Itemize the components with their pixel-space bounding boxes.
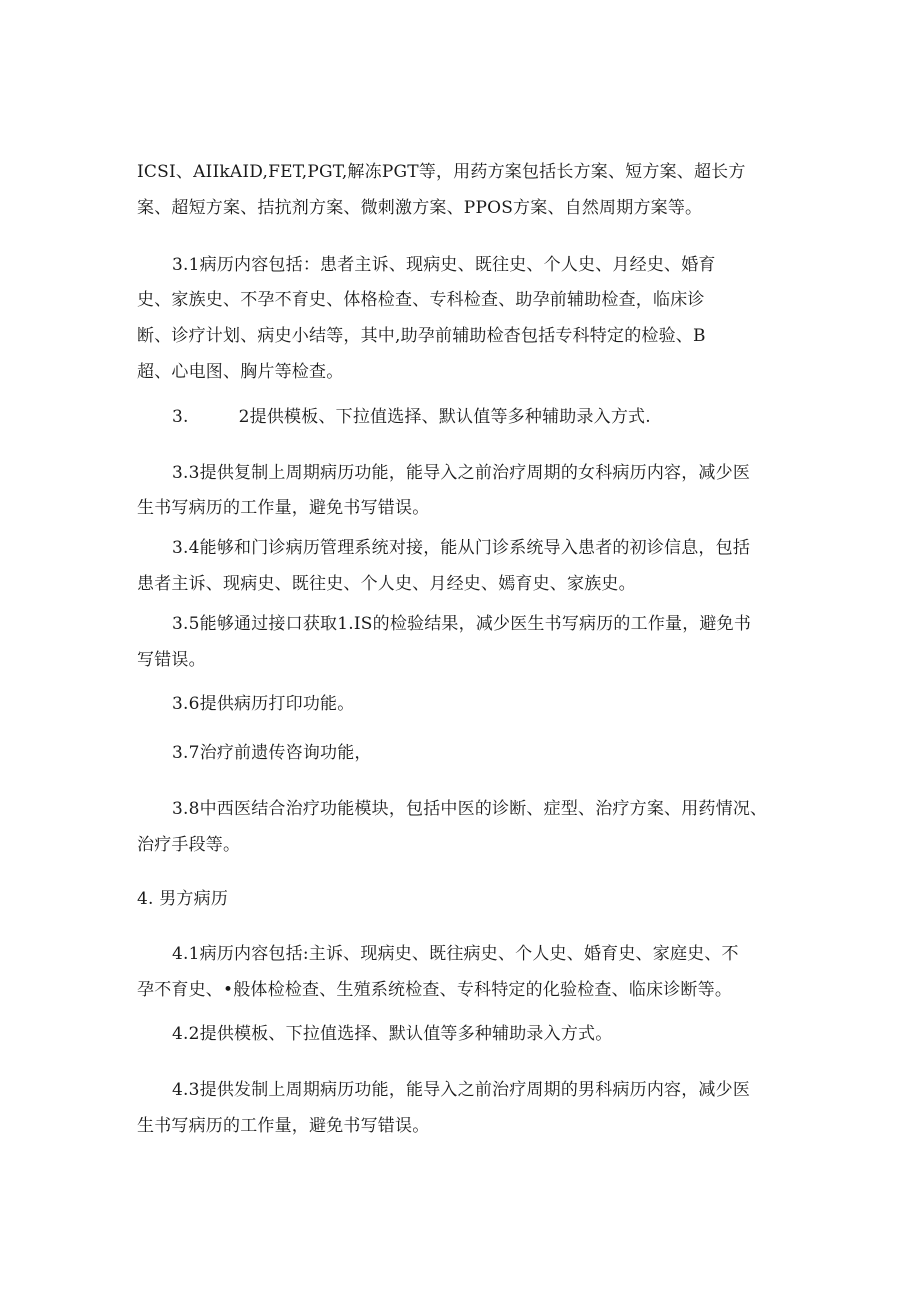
paragraph-line: 史、家族史、不孕不育史、体格检查、专科检查、助孕前辅助检查，临床诊 (137, 290, 705, 310)
paragraph-line: 3.4能够和门诊病历管理系统对接，能从门诊系统导入患者的初诊信息，包括 (172, 538, 751, 558)
paragraph-line: 写错误。 (137, 650, 206, 670)
paragraph-line: 断、诊疗计划、病史小结等，其中,助孕前辅助检杳包括专科特定的检验、B (137, 326, 706, 346)
paragraph-line: 3.5能够通过接口获取1.IS的检验结果，减少医生书写病历的工作量，避免书 (172, 614, 752, 634)
section-text: 2提供模板、下拉值选择、默认值等多种辅助录入方式. (238, 407, 651, 427)
paragraph-line: 生书写病历的工作量，避免书写错误。 (137, 498, 430, 518)
paragraph-line: 孕不育史、•般体检检查、生殖系统检查、专科特定的化验检查、临床诊断等。 (137, 980, 733, 1000)
paragraph-line: 案、超短方案、拮抗剂方案、微刺激方案、PPOS方案、自然周期方案等。 (137, 198, 703, 218)
paragraph-line (172, 406, 651, 428)
section-heading: 4. 男方病历 (137, 889, 229, 909)
paragraph-line: 3.3提供复制上周期病历功能，能导入之前治疗周期的女科病历内容，减少医 (172, 463, 751, 483)
paragraph-line: 3.1病历内容包括：患者主诉、现病史、既往史、个人史、月经史、婚育 (172, 255, 716, 275)
paragraph-line: 生书写病历的工作量，避免书写错误。 (137, 1116, 430, 1136)
paragraph-line: 3.6提供病历打印功能。 (172, 694, 355, 714)
paragraph-line: 超、心电图、胸片等检查。 (137, 362, 344, 382)
paragraph-line: ICSI、AIIkAID,FET,PGT,解冻PGT等，用药方案包括长方案、短方案、超长方 (137, 162, 746, 182)
paragraph-line: 患者主诉、现病史、既往史、个人史、月经史、嫣育史、家族史。 (137, 574, 636, 594)
paragraph-line: 治疗手段等。 (137, 835, 241, 855)
paragraph-line: 3.8中西医结合治疗功能模块，包括中医的诊断、症型、治疗方案、用药情况、 (172, 799, 768, 819)
paragraph-line: 4.2提供模板、下拉值选择、默认值等多种辅助录入方式。 (172, 1024, 613, 1044)
paragraph-line: 3.7治疗前遗传咨询功能， (172, 743, 372, 763)
paragraph-line: 4.3提供发制上周期病历功能，能导入之前治疗周期的男科病历内容，减少医 (172, 1080, 751, 1100)
section-number: 3. (172, 407, 189, 427)
paragraph-line: 4.1病历内容包括:主诉、现病史、既往病史、个人史、婚育史、家庭史、不 (172, 944, 739, 964)
